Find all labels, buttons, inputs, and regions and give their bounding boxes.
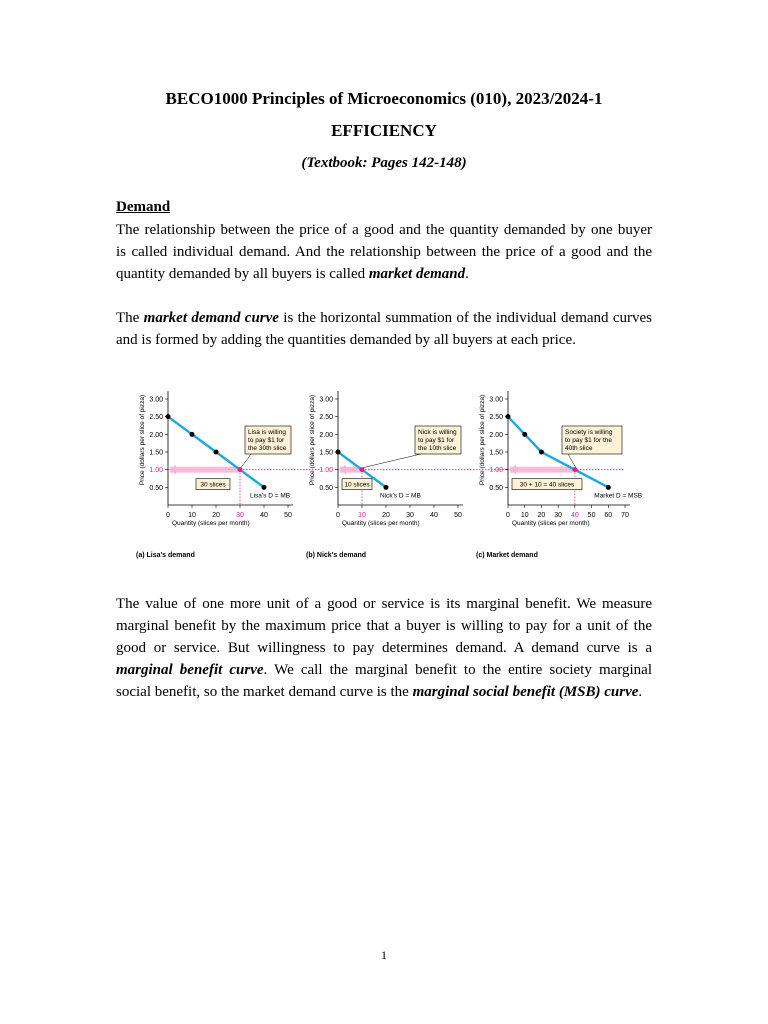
x-tick-label: 0 xyxy=(336,512,340,519)
x-tick-label: 70 xyxy=(621,512,629,519)
curve-label: Lisa's D = MB xyxy=(250,492,291,500)
y-tick-label: 1.00 xyxy=(489,467,503,475)
panel-label: (c) Market demand xyxy=(476,552,538,559)
x-tick-label: 10 xyxy=(520,512,529,519)
text-run: . xyxy=(638,684,643,700)
demand-figure xyxy=(126,375,646,565)
data-point xyxy=(336,450,341,455)
x-tick-label: 50 xyxy=(587,512,596,519)
data-point xyxy=(506,414,511,419)
emphasized-term: market demand xyxy=(368,266,466,282)
y-tick-label: 2.50 xyxy=(149,414,163,422)
paragraph-line xyxy=(116,219,652,241)
x-axis-label: Quantity (slices per month) xyxy=(172,520,250,527)
annotation-text: to pay $1 for xyxy=(418,437,455,444)
text-run: quantity demanded by all buyers is called xyxy=(116,266,369,282)
x-tick-label: 40 xyxy=(430,512,438,519)
highlight-point xyxy=(572,467,577,472)
y-axis-label: Price (dollars per slice of pizza) xyxy=(139,394,146,486)
y-tick-label: 2.50 xyxy=(489,414,503,422)
quantity-arrow xyxy=(170,465,176,475)
paragraph-individual-demand xyxy=(116,219,652,285)
paragraph-line xyxy=(116,659,652,681)
x-tick-label: 40 xyxy=(570,512,579,519)
data-point xyxy=(166,414,171,419)
y-tick-label: 1.50 xyxy=(319,449,333,457)
highlight-point xyxy=(360,467,365,472)
panel-label: (a) Lisa's demand xyxy=(136,552,195,559)
text-run: good or service. But willingness to pay determines demand. A demand curve is a xyxy=(116,640,652,656)
data-point xyxy=(606,485,611,490)
y-tick-label: 2.00 xyxy=(149,431,163,439)
text-run: is the horizontal summation of the individual demand curves xyxy=(278,310,652,326)
y-tick-label: 1.50 xyxy=(489,449,503,457)
y-tick-label: 2.00 xyxy=(489,431,503,439)
x-tick-label: 20 xyxy=(212,512,220,519)
x-tick-label: 0 xyxy=(506,512,510,519)
panel-label: (b) Nick's demand xyxy=(306,552,367,559)
annotation-pointer xyxy=(241,454,251,468)
text-run: . xyxy=(465,266,469,282)
document-subtitle: EFFICIENCY xyxy=(331,121,437,140)
y-tick-label: 3.00 xyxy=(149,396,163,404)
y-tick-label: 3.00 xyxy=(319,396,333,404)
y-tick-label: 1.00 xyxy=(319,467,333,475)
annotation-text: to pay $1 for xyxy=(248,437,285,444)
annotation-text: 40th slice xyxy=(565,445,593,452)
text-run: and is formed by adding the quantities demanded by all buyers at each price. xyxy=(116,332,576,348)
x-tick-label: 0 xyxy=(166,512,170,519)
x-tick-label: 10 xyxy=(188,512,196,519)
y-tick-label: 2.50 xyxy=(319,414,333,422)
paragraph-market-demand-curve xyxy=(116,307,652,351)
text-run: The value of one more unit of a good or service is its marginal benefit. We measure xyxy=(116,596,652,612)
x-tick-label: 20 xyxy=(537,512,546,519)
paragraph-line xyxy=(116,307,652,329)
x-tick-label: 50 xyxy=(454,512,462,519)
quantity-arrow xyxy=(510,465,516,475)
data-point xyxy=(384,485,389,490)
y-tick-label: 1.00 xyxy=(149,467,163,475)
paragraph-line xyxy=(116,637,652,659)
annotation-text: the 10th slice xyxy=(418,445,457,452)
paragraph-line xyxy=(116,263,652,285)
data-point xyxy=(262,485,267,490)
quantity-box-text: 30 + 10 = 40 slices xyxy=(519,481,575,489)
quantity-box-text: 30 slices xyxy=(200,481,226,489)
data-point xyxy=(539,450,544,455)
quantity-band xyxy=(170,467,238,473)
x-tick-label: 30 xyxy=(406,512,414,519)
y-tick-label: 3.00 xyxy=(489,396,503,404)
quantity-band xyxy=(510,467,573,473)
y-tick-label: 0.50 xyxy=(319,484,333,492)
data-point xyxy=(522,432,527,437)
paragraph-line xyxy=(116,241,652,263)
quantity-arrow xyxy=(340,465,346,475)
x-tick-label: 30 xyxy=(236,512,244,519)
text-run: . We call the marginal benefit to the entire society marginal xyxy=(263,662,652,678)
x-tick-label: 20 xyxy=(382,512,390,519)
y-tick-label: 0.50 xyxy=(149,484,163,492)
annotation-text: the 30th slice xyxy=(248,445,287,452)
y-axis-label: Price (dollars per slice of pizza) xyxy=(479,394,486,486)
annotation-text: Lisa is willing xyxy=(248,429,286,436)
x-axis-label: Quantity (slices per month) xyxy=(512,520,590,527)
text-run: The xyxy=(116,310,144,326)
x-tick-label: 40 xyxy=(260,512,268,519)
emphasized-term: market demand curve xyxy=(143,310,279,326)
x-tick-label: 30 xyxy=(554,512,563,519)
section-heading-demand: Demand xyxy=(116,199,171,215)
y-tick-label: 2.00 xyxy=(319,431,333,439)
document-title: BECO1000 Principles of Microeconomics (010), 2023/2024-1 xyxy=(165,89,603,108)
annotation-pointer xyxy=(363,454,421,468)
text-run: marginal benefit by the maximum price that a buyer is willing to pay for a unit of the xyxy=(116,618,652,634)
text-run: social benefit, so the market demand curve is the xyxy=(116,684,413,700)
paragraph-line xyxy=(116,615,652,637)
text-run: The relationship between the price of a good and the quantity demanded by one buyer xyxy=(116,222,652,238)
paragraph-marginal-benefit xyxy=(116,593,652,703)
data-point xyxy=(214,450,219,455)
y-tick-label: 1.50 xyxy=(149,449,163,457)
curve-label: Market D = MSB xyxy=(594,492,643,500)
paragraph-line xyxy=(116,329,652,351)
emphasized-term: marginal social benefit (MSB) curve xyxy=(412,684,639,700)
y-axis-label: Price (dollars per slice of pizza) xyxy=(309,394,316,486)
paragraph-line xyxy=(116,593,652,615)
annotation-text: to pay $1 for the xyxy=(565,437,612,444)
x-tick-label: 50 xyxy=(284,512,292,519)
highlight-point xyxy=(238,467,243,472)
paragraph-line xyxy=(116,681,652,703)
annotation-text: Society is willing xyxy=(565,429,613,436)
demand-charts-svg xyxy=(126,375,646,565)
data-point xyxy=(190,432,195,437)
x-axis-label: Quantity (slices per month) xyxy=(342,520,420,527)
page-number: 1 xyxy=(381,948,387,962)
y-tick-label: 0.50 xyxy=(489,484,503,492)
textbook-reference: (Textbook: Pages 142-148) xyxy=(301,155,467,171)
curve-label: Nick's D = MB xyxy=(380,492,421,500)
text-run: is called individual demand. And the relationship between the price of a good and the xyxy=(116,244,652,260)
x-tick-label: 10 xyxy=(358,512,366,519)
quantity-box-text: 10 slices xyxy=(344,481,370,489)
annotation-text: Nick is willing xyxy=(418,429,457,436)
x-tick-label: 60 xyxy=(604,512,613,519)
emphasized-term: marginal benefit curve xyxy=(116,662,264,678)
